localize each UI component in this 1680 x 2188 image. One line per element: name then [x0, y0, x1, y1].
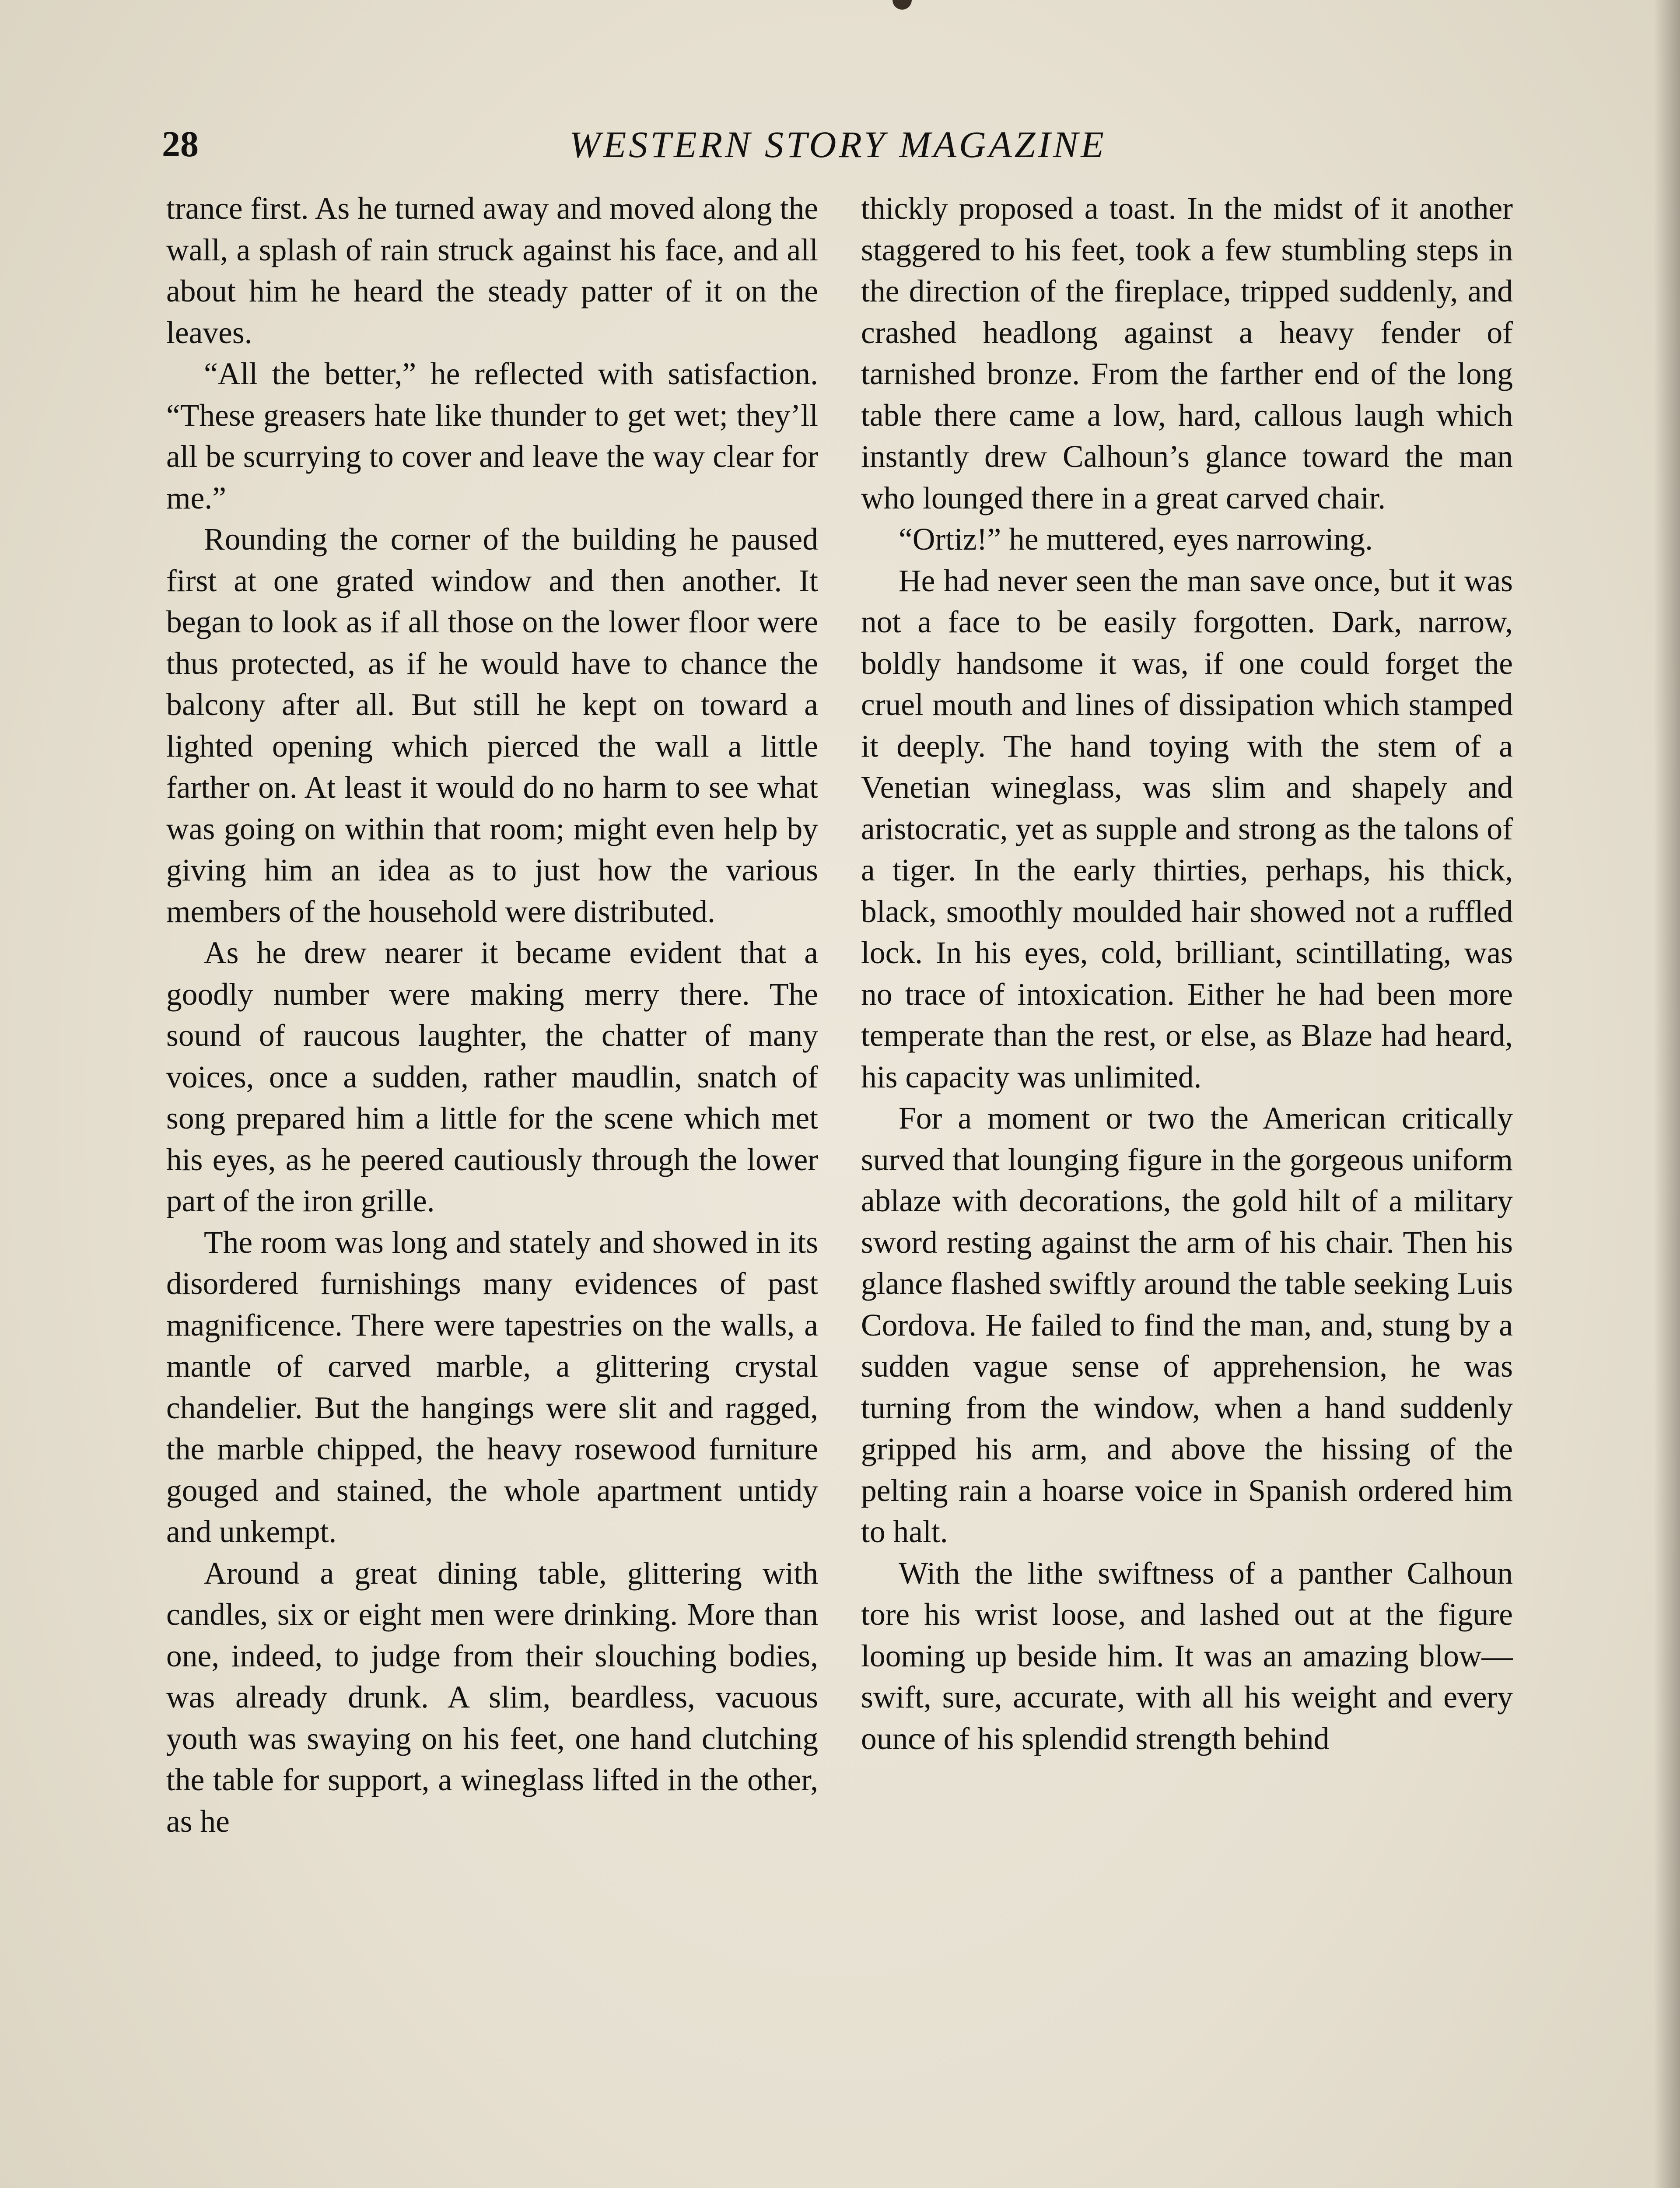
paragraph: He had never seen the man save once, but it was not a face to be easily forgotten. Dark, narrow, boldly handsome it was, if one could forget the cruel mouth and lines of dissipation which stamped it deeply. The hand toying with the stem of a Venetian wineglass, was slim and shapely and aristocratic, yet as supple and strong as the talons of a tiger. In the early thirties, perhaps, his thick, black, smoothly moulded hair showed not a ruffled lock. In his eyes, cold, brilliant, scintillating, was no trace of intoxication. Either he had been more temperate than the rest, or else, as Blaze had heard, his capacity was unlimited. [861, 563, 1513, 1094]
page-edge-shadow [1654, 0, 1680, 2188]
staple-mark [892, 0, 912, 10]
running-head: WESTERN STORY MAGAZINE [569, 123, 1106, 165]
paragraph: Rounding the corner of the building he paused first at one grated window and then another. It began to look as if all those on the lower floor were thus protected, as if he would have to chance the balcony after all. But still he kept on toward a lighted opening which pierced the wall a little farther on. At least it would do no harm to see what was going on within that room; might even help by giving him an idea as to just how the various members of the household were distributed. [166, 522, 818, 929]
text-column-right [861, 188, 1513, 2188]
paragraph: “All the better,” he reflected with satisfaction. “These greasers hate like thunder to get wet; they’ll all be scurrying to cover and leave the way clear for me.” [166, 357, 818, 515]
paragraph: thickly proposed a toast. In the midst of it another staggered to his feet, took a few stumbling steps in the direction of the fireplace, tripped suddenly, and crashed headlong against a heavy fender of tarnished bronze. From the farther end of the long table there came a low, hard, callous laugh which instantly drew Calhoun’s glance toward the man who lounged there in a great carved chair. [861, 191, 1513, 515]
paragraph: trance first. As he turned away and moved along the wall, a splash of rain struck against his face, and all about him he heard the steady patter of it on the leaves. [166, 191, 818, 350]
page-number: 28 [162, 124, 199, 165]
paragraph: “Ortiz!” he muttered, eyes narrowing. [899, 522, 1373, 557]
paragraph: With the lithe swiftness of a panther Calhoun tore his wrist loose, and lashed out at the figure looming up beside him. It was an amazing blow—swift, sure, accurate, with all his weight and every ounce of his splendid strength behind [861, 1556, 1513, 1756]
paragraph: Around a great dining table, glittering with candles, six or eight men were drinking. More than one, indeed, to judge from their slouching bodies, was already drunk. A slim, beardless, vacuous youth was swaying on his feet, one hand clutching the table for support, a wineglass lifted in the other, as he [166, 1556, 818, 1839]
page-header [162, 114, 1514, 175]
paragraph: For a moment or two the American critically surved that lounging figure in the gorgeous uniform ablaze with decorations, the gold hilt of a military sword resting against the arm of his chair. Then his glance flashed swiftly around the table seeking Luis Cordova. He failed to find the man, and, stung by a sudden vague sense of apprehension, he was turning from the window, when a hand suddenly gripped his arm, and above the hissing of the pelting rain a hoarse voice in Spanish ordered him to halt. [861, 1101, 1513, 1549]
text-column-left [166, 188, 818, 2188]
paragraph: The room was long and stately and showed in its disordered furnishings many evidences of past magnificence. There were tapestries on the walls, a mantle of carved marble, a glittering crystal chandelier. But the hangings were slit and ragged, the marble chipped, the heavy rosewood furniture gouged and stained, the whole apartment untidy and unkempt. [166, 1225, 818, 1549]
paragraph: As he drew nearer it became evident that a goodly number were making merry there. The sound of raucous laughter, the chatter of many voices, once a sudden, rather maudlin, snatch of song prepared him a little for the scene which met his eyes, as he peered cautiously through the lower part of the iron grille. [166, 936, 818, 1218]
